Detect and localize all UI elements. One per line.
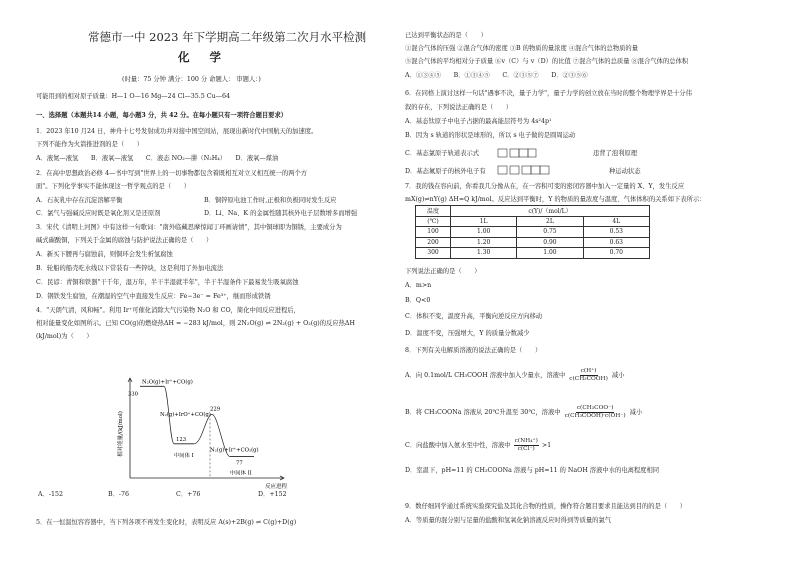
table-row — [416, 237, 650, 248]
q7-stem-line1: 7．我的钱在容向前，你看我几分像从在，在一容积可变的密闭容器中加入一定量的 X、Y，发生反应 — [405, 183, 685, 190]
table-cell: 0.75 — [517, 227, 583, 238]
section-heading: 一、选择题（本题共14 小题，每小题3 分，共 42 分。在每小题只有一项符合题目要求） — [36, 112, 288, 119]
q2-option-a: A．石灰乳中存在沉淀溶解平衡 — [36, 197, 123, 204]
y-axis-label: 相对能量/(kJ/mol) — [118, 411, 124, 457]
table-header-2l: 2L — [517, 216, 583, 227]
q8-option-b — [405, 405, 642, 420]
q7-data-table — [415, 205, 650, 259]
table-cell: 0.53 — [583, 227, 649, 238]
level-label-intermediate1: N₂(g)+IrO⁺+CO(g) — [160, 411, 211, 418]
q8-option-b-fraction — [564, 405, 627, 420]
reaction-path-curve — [164, 386, 230, 456]
fraction-denominator: c(CH₃COOH)·c(OH⁻) — [564, 413, 626, 419]
atomic-masses: 可能用到的相对原子质量：H—1 O—16 Mg—24 Cl—35.5 Cu—64 — [36, 93, 230, 100]
q4-option-b: B．-76 — [108, 491, 130, 498]
q7-option-d: D．温度不变，压强增大，Y 的质量分数减少 — [405, 330, 530, 337]
table-cell: 100 — [416, 227, 451, 238]
q8-option-c-fraction — [514, 438, 539, 453]
q8-option-c — [405, 438, 551, 453]
table-cell: 1.20 — [451, 237, 517, 248]
q8-option-c-text: C．向盐酸中加入氨水至中性，溶液中 — [405, 442, 511, 449]
q7-option-b: B．Q<0 — [405, 297, 431, 304]
q6-option-b: B．因为 s 轨道的形状是球形的，所以 s 电子做的是圆周运动 — [405, 132, 576, 139]
q5-stem: 5．在一恒温恒容容器中，当下列各项不再发生变化时，表明反应 A(s)+2B(g) ⇌ C(g)+D(g) — [36, 519, 297, 526]
subject-title: 化 学 — [178, 50, 230, 64]
q4-option-a: A．-152 — [38, 491, 63, 498]
table-cell: 0.70 — [583, 248, 649, 259]
q1-stem-line2: 下列不能作为火箭推进剂的是（ ） — [36, 141, 144, 148]
q7-option-a: A．m>n — [405, 282, 432, 289]
q3-option-c: C．民谚：青铜和铁器"干千年，湿万年，半干半湿就半年"，半干半湿条件下最易发生吸氧腐蚀 — [36, 279, 299, 286]
x-axis-label: 反应进程 — [264, 484, 288, 490]
q6-option-a: A．基态钛原子中电子占据的最高能层符号为 4s²4p¹ — [405, 118, 552, 125]
q2-option-b: B．铜锌原电池工作时,正极和负极同时发生反应 — [204, 197, 337, 204]
q6-option-d: D．基态氟原子的核外电子有 — [405, 168, 486, 175]
fraction-denominator: c(Cl⁻) — [517, 446, 535, 452]
table-header-4l: 4L — [583, 216, 649, 227]
q8-option-c-end: >1 — [541, 442, 552, 449]
table-cell: 0.63 — [583, 237, 649, 248]
intermediate2-name: 中间体 II — [230, 470, 252, 477]
q4-option-c: C．+76 — [176, 491, 201, 498]
q4-option-d: D．+152 — [258, 491, 287, 498]
table-cell: 0.90 — [517, 237, 583, 248]
q2-option-c: C．氯气与强碱反应时既是氧化剂又是还原剂 — [36, 210, 161, 217]
table-row — [416, 248, 650, 259]
table-cell: 1.00 — [451, 227, 517, 238]
q1-stem-line1: 1．2023 年10 月24 日，神舟十七号发射成功并对接中国空间站，展现出新时代中国航天的加速度。 — [36, 128, 318, 135]
q8-option-a-fraction — [568, 368, 609, 383]
orbital-diagram-d — [497, 162, 567, 176]
q8-stem: 8．下列有关电解质溶液的说法正确的是（ ） — [405, 347, 542, 354]
energy-profile-chart — [108, 374, 288, 492]
fraction-numerator: c(CH₃COO⁻) — [576, 405, 614, 411]
q8-option-b-end: 减小 — [629, 409, 643, 416]
table-header-unit: (℃) — [416, 216, 451, 227]
orbital-diagram-c — [497, 148, 537, 158]
level-label-reactants: N₂O(g)+Ir⁺+CO(g) — [142, 379, 193, 386]
table-header-1l: 1L — [451, 216, 517, 227]
q9-option-a: A．等质量的混分别与足量的盐酸和氢氧化钠溶液反应时得到等质量的氯气 — [405, 517, 612, 524]
table-header-temp: 温度 — [416, 206, 451, 217]
q3-stem-line2: 碱式碳酸铜，下列关于金属的腐蚀与防护说法正确的是（ ） — [36, 237, 213, 244]
q5-conditions-line2: ⑤混合气体的平均相对分子质量 ⑥v（C）与 v（D）的比值 ⑦混合气体的总质量 ⑧混合气体的总体积 — [405, 58, 689, 65]
q7-question: 下列说法正确的是（ ） — [405, 268, 481, 275]
q8-option-b-text: B．将 CH₃COONa 溶液从 20℃升温至 30℃，溶液中 — [405, 409, 561, 416]
q8-option-d: D．室温下，pH=11 的 CH₃COONa 溶液与 pH=11 的 NaOH 溶液中水的电离程度相同 — [405, 467, 660, 474]
q2-stem-line1: 2．在高中思想政治必修 4—书中写到"世界上的一切事物都包含着既相互对立又相互统一的两个方 — [36, 170, 308, 177]
q3-option-b: B．轮船的船壳吃水线以下常装有一些锌块，这是利用了外加电流法 — [36, 265, 224, 272]
q5-conditions-line1: ①混合气体的压强 ②混合气体的密度 ③B 的物质的量浓度 ④混合气体的总物质的量 — [405, 45, 639, 52]
q8-option-a-end: 减小 — [611, 372, 625, 379]
q5-options: A．①③④⑤ B．①③④⑤ C．②③⑤⑦ D．②③⑤⑥ — [405, 72, 588, 79]
fraction-denominator: c(CH₃COOH) — [569, 376, 608, 382]
q2-stem-line2: 面"。下列化学事实不能体现这一哲学观点的是（ ） — [36, 183, 191, 190]
exam-title: 常德市一中 2023 年下学期高二年级第二次月水平检测 — [88, 30, 367, 44]
energy-value-330: 330 — [127, 391, 138, 398]
energy-value-229: 229 — [210, 406, 221, 413]
table-row — [416, 227, 650, 238]
q8-option-a-text: A．向 0.1mol/L CH₃COOH 溶液中加入少量水，溶液中 — [405, 372, 566, 379]
energy-value-123: 123 — [176, 436, 187, 443]
q4-stem-line1: 4．"天朗气清，风和畅"。利用 Ir⁺可催化消除大气污染物 N₂O 和 CO，简化中间反应进程后， — [36, 307, 300, 314]
q6-option-c-tail: 违背了泡利原理 — [593, 150, 638, 157]
q2-option-d: D．Li、Na、K 的金属性随其核外电子层数增多而增强 — [204, 210, 358, 217]
q6-option-d-tail: 种运动状态 — [609, 168, 641, 175]
q9-stem: 9．数仔细同学通过系统实验探究盐及其化合物的性质，操作符合题目要求且能达到目的的是（ ） — [405, 503, 687, 510]
q3-option-a: A．新买下腰再与腐蚀前，则铜环会发生析氢腐蚀 — [36, 251, 173, 258]
level-label-intermediate2: N₂(g)+Ir⁺+CO₂(g) — [210, 447, 259, 454]
q7-stem-line2: mX(g)⇌nY(g) ΔH=Q kJ/mol。反应达到平衡时，Y 的物质的量浓度与温度、气体体积的关系如下表所示： — [405, 196, 706, 203]
table-header-conc: c(Y)/（mol/L） — [451, 206, 650, 217]
q7-option-c: C．体积不变，温度升高，平衡向逆反应方向移动 — [405, 313, 543, 320]
fraction-numerator: c(H⁺) — [580, 368, 597, 374]
q8-option-a — [405, 368, 625, 383]
table-cell: 1.00 — [517, 248, 583, 259]
q3-option-d: D．钢铁发生腐蚀，在潮湿的空气中直接发生反应：Fe−3e⁻ = Fe³⁺，继而形成铁锈 — [36, 293, 271, 300]
q6-option-c: C．基态氯原子轨道表示式 — [405, 150, 480, 157]
table-cell: 300 — [416, 248, 451, 259]
exam-meta: (时量：75 分钟 满分：100 分 命题人： 审题人：) — [122, 76, 261, 83]
q1-options: A．液氮—液氢 B．液氧—液氢 C．液态 NO₂—肼（N₂H₄） D．液氧—煤油 — [36, 155, 279, 162]
intermediate1-name: 中间体 I — [174, 452, 194, 459]
q6-stem-line2: 叙的存在，下列说法正确的是（ ） — [405, 104, 513, 111]
energy-value-77: 77 — [236, 460, 243, 467]
q5-continuation: 已达到平衡状态的是（ ） — [405, 32, 487, 39]
table-cell: 1.30 — [451, 248, 517, 259]
q4-stem-line2: 相对能量变化如图所示。已知 CO(g)的燃烧热ΔH = −283 kJ/mol，则 2N₂O(g) ⇌ 2N₂(g) + O₂(g)的反应热ΔH — [36, 320, 355, 327]
q6-stem-line1: 6．在同格上演讨这样一句话"遇事不决，量子力学"，量子力学的创立放在当时的整个物理学界是十分伟 — [405, 90, 692, 97]
q4-stem-line3: (kJ/mol)为（ ） — [36, 333, 93, 340]
fraction-numerator: c(NH₄⁺) — [514, 438, 538, 444]
q3-stem-line1: 3．宋代《清明上河图》中有这样一句歌词："南外临藏思摩惊闻丁环画请情"，其中铜球即为铜锈，主要成分为 — [36, 224, 342, 231]
table-cell: 200 — [416, 237, 451, 248]
